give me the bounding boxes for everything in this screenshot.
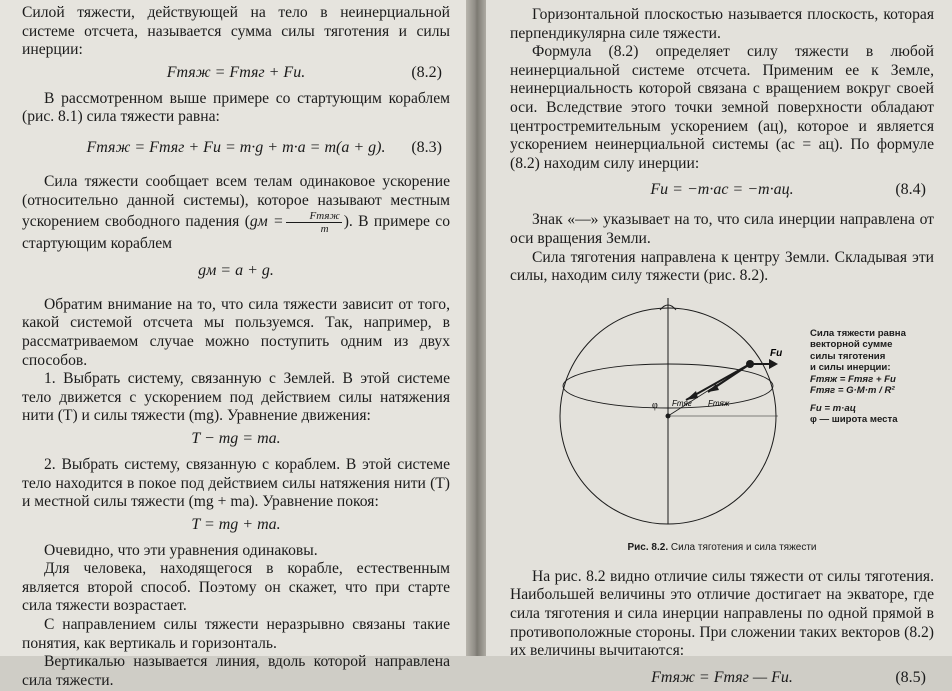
legend-line: и силы инерции: (810, 362, 891, 374)
legend-line: φ — широта места (810, 414, 898, 426)
legend-line: Fи = m·aц (810, 402, 856, 414)
caption-text: Сила тяготения и сила тяжести (670, 541, 817, 553)
book-spine (466, 0, 486, 656)
formula-motion (22, 426, 450, 452)
figure-8-2 (510, 292, 934, 540)
formula-8-3 (22, 135, 450, 161)
formula-8-4 (510, 177, 934, 203)
text-part: ). В примере со стартующим кораблем (22, 213, 450, 253)
earth-center-dot (666, 413, 671, 418)
legend-line: Fтяж = Fтяг + Fи (810, 373, 896, 385)
legend-line: Fтяг = G·M·m / R² (810, 385, 895, 397)
formula-number: (8.4) (895, 181, 926, 199)
paragraph-vertical-definition: Вертикалью называется линия, вдоль которой направлена сила тяжести. (22, 653, 450, 689)
fraction-numerator: Fтяж (286, 210, 342, 223)
figure-caption (510, 540, 934, 556)
paragraph-inertial-gravity: Силой тяжести, действующей на тело в неинерциальной системе отсчета, называется сумма силы тяготения и силы инерции: (22, 4, 450, 59)
paragraph-method-two: 2. Выбрать систему, связанную с кораблем. В этой системе тело находится в покое под действием силы натяжения нити (T) и местной силы тяжести (mg + ma). Уравнение покоя: (22, 455, 450, 511)
formula-number: (8.5) (895, 668, 926, 686)
fraction-lhs: gм = (249, 213, 284, 231)
formula-8-5 (510, 665, 934, 691)
globe-diagram (540, 292, 810, 532)
left-page (0, 0, 466, 689)
formula-8-2 (22, 60, 450, 86)
paragraph-human-in-ship: Для человека, находящегося в корабле, естественным является второй способ. Поэтому он скажет, что при старте сила тяжести возрастает. (22, 560, 450, 615)
paragraph-local-acceleration (22, 173, 450, 254)
formula-text: T − mg = ma. (191, 429, 281, 447)
formula-text: gм = a + g. (198, 261, 274, 279)
formula-number: (8.3) (411, 138, 442, 156)
label-fi: Fи (770, 347, 783, 359)
paragraph-difference: На рис. 8.2 видно отличие силы тяжести от силы тяготения. Наибольшей величины это отличие достигает на экваторе, где сила тяготения и сила инерции направлены по одной прямой в противоположные стороны. При сложении таких векторов (8.2) их величины вычитаются: (510, 567, 934, 660)
figure-legend (810, 328, 940, 426)
legend-line: силы тяготения (810, 350, 886, 362)
fraction (286, 210, 342, 235)
right-page (486, 0, 952, 686)
formula-text: Fтяж = Fтяг + Fи = m·g + m·a = m(a + g). (86, 138, 386, 156)
formula-text: Fтяж = Fтяг — Fи. (651, 668, 793, 686)
paragraph-reference-frame: Обратим внимание на то, что сила тяжести зависит от того, какой системой отсчета мы пользуемся. Так, например, в рассматриваемом случае можно поступить одним из двух способов. (22, 295, 450, 369)
paragraph-equations-same: Очевидно, что эти уравнения одинаковы. (44, 541, 318, 559)
label-ftyag: Fтяг (672, 398, 692, 408)
label-ftyazh: Fтяж (708, 398, 730, 408)
legend-line: векторной сумме (810, 339, 893, 351)
formula-text: Fи = −m·ac = −m·aц. (650, 181, 794, 199)
caption-number: Рис. 8.2. (627, 541, 669, 553)
formula-rest (22, 512, 450, 538)
arrowhead-icon (769, 359, 778, 369)
paragraph-vertical-horizontal: С направлением силы тяжести неразрывно связаны такие понятия, как вертикаль и горизонталь. (22, 616, 450, 652)
formula-number: (8.2) (411, 63, 442, 81)
text-part: Сила тяжести сообщает всем телам одинаковое ускорение (относительно данной системы), которое называют местным ускорением свободного падения ( (22, 172, 450, 231)
formula-text: T = mg + ma. (191, 515, 281, 533)
paragraph-minus-sign: Знак «—» указывает на то, что сила инерции направлена от оси вращения Земли. (510, 211, 934, 247)
formula-text: Fтяж = Fтяг + Fи. (166, 63, 306, 81)
formula-gm (22, 254, 450, 288)
fraction-denominator: m (320, 223, 329, 236)
paragraph-method-one: 1. Выбрать систему, связанную с Землей. В этой системе тело движется с ускорением под действием силы натяжения нити (T) и силы тяжести (mg). Уравнение движения: (22, 370, 450, 425)
paragraph-gravity-direction: Сила тяготения направлена к центру Земли. Складывая эти силы, находим силу тяжести (рис. 8.2). (510, 248, 934, 285)
paragraph-ship-example: В рассмотренном выше примере со стартующим кораблем (рис. 8.1) сила тяжести равна: (22, 89, 450, 126)
label-phi: φ (652, 399, 658, 411)
paragraph-earth-rotation: Формула (8.2) определяет силу тяжести в любой неинерциальной системе отсчета. Применим ее к Земле, неинерциальность которой связана с вращением вокруг своей оси. Вследствие этого точки земной поверхности обладают центростремительным ускорением (aц), которое и является ускорением неинерциальной системы (ac = aц). По формуле (8.2) находим силу инерции: (510, 43, 934, 172)
paragraph-horizontal-plane: Горизонтальной плоскостью называется плоскость, которая перпендикулярна силе тяжести. (510, 6, 934, 42)
legend-line: Сила тяжести равна (810, 327, 906, 339)
